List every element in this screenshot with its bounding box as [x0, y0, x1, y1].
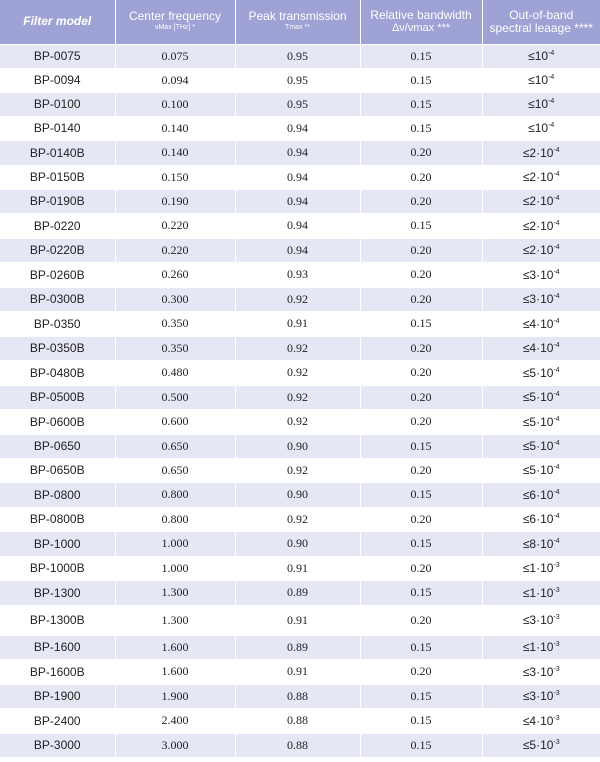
relative-bandwidth-cell: 0.15 [360, 116, 482, 140]
filter-model-cell: BP-0150B [0, 165, 115, 189]
center-frequency-cell: 3.000 [115, 733, 235, 757]
spectral-leakage-cell [482, 684, 600, 708]
peak-transmission-cell: 0.92 [235, 409, 360, 434]
leakage-value: ≤5·10 [522, 390, 554, 404]
filter-model-cell: BP-1000 [0, 531, 115, 556]
filter-model-cell: BP-1300 [0, 580, 115, 605]
header-peak-transmission [235, 0, 360, 44]
filter-model-cell: BP-0260B [0, 262, 115, 287]
leakage-exponent: -4 [553, 488, 560, 496]
header-relative-bandwidth [360, 0, 482, 44]
filter-model-cell: BP-0650B [0, 458, 115, 482]
leakage-exponent: -3 [553, 690, 560, 697]
spectral-leakage-cell [482, 507, 600, 531]
spectral-leakage-cell [482, 92, 600, 116]
relative-bandwidth-cell: 0.20 [360, 189, 482, 213]
peak-transmission-cell: 0.92 [235, 507, 360, 531]
table-row [0, 684, 600, 708]
center-frequency-cell: 1.300 [115, 605, 235, 635]
center-frequency-cell: 0.350 [115, 336, 235, 360]
leakage-value: ≤1·10 [522, 561, 554, 575]
header-leakage-line1: Out-of-band [509, 7, 574, 22]
table-row [0, 116, 600, 140]
relative-bandwidth-cell: 0.15 [360, 311, 482, 336]
leakage-exponent: -3 [553, 562, 560, 569]
leakage-exponent: -4 [548, 74, 555, 81]
spectral-leakage-cell [482, 213, 600, 238]
spectral-leakage-cell [482, 336, 600, 360]
table-row [0, 92, 600, 116]
filter-model-cell: BP-3000 [0, 733, 115, 757]
table-row [0, 580, 600, 605]
center-frequency-cell: 0.150 [115, 165, 235, 189]
leakage-value: ≤3·10 [522, 292, 554, 306]
table-row [0, 287, 600, 311]
header-relative-bandwidth-symbol: Δν/νmax *** [391, 22, 451, 35]
leakage-value: ≤5·10 [522, 414, 554, 429]
peak-transmission-cell: 0.94 [235, 189, 360, 213]
center-frequency-cell: 0.500 [115, 385, 235, 409]
leakage-value: ≤2·10 [522, 194, 554, 208]
spectral-leakage-cell [482, 458, 600, 482]
filter-model-cell: BP-0300B [0, 287, 115, 311]
relative-bandwidth-cell: 0.15 [360, 684, 482, 708]
leakage-exponent: -4 [553, 219, 560, 227]
peak-transmission-cell: 0.89 [235, 635, 360, 659]
relative-bandwidth-cell: 0.15 [360, 733, 482, 757]
peak-transmission-cell: 0.91 [235, 659, 360, 684]
filter-model-cell: BP-1300B [0, 605, 115, 635]
leakage-value: ≤8·10 [522, 536, 554, 551]
relative-bandwidth-cell: 0.20 [360, 409, 482, 434]
table-row [0, 311, 600, 336]
peak-transmission-cell: 0.92 [235, 336, 360, 360]
leakage-value: ≤5·10 [522, 463, 554, 477]
filter-model-cell: BP-2400 [0, 708, 115, 733]
table-row [0, 336, 600, 360]
center-frequency-cell: 0.800 [115, 507, 235, 531]
center-frequency-cell: 0.094 [115, 68, 235, 92]
header-peak-transmission-label: Peak transmission [248, 9, 347, 24]
peak-transmission-cell: 0.92 [235, 458, 360, 482]
center-frequency-cell: 0.800 [115, 482, 235, 507]
leakage-value: ≤10 [528, 121, 549, 135]
spectral-leakage-cell [482, 556, 600, 580]
leakage-exponent: -4 [553, 537, 560, 545]
spectral-leakage-cell [482, 659, 600, 684]
spectral-leakage-cell [482, 311, 600, 336]
center-frequency-cell: 0.100 [115, 92, 235, 116]
peak-transmission-cell: 0.95 [235, 92, 360, 116]
peak-transmission-cell: 0.93 [235, 262, 360, 287]
leakage-exponent: -4 [553, 342, 560, 349]
leakage-exponent: -4 [548, 122, 555, 129]
spectral-leakage-cell [482, 708, 600, 733]
filter-model-cell: BP-0600B [0, 409, 115, 434]
relative-bandwidth-cell: 0.20 [360, 659, 482, 684]
leakage-exponent: -4 [548, 98, 555, 105]
relative-bandwidth-cell: 0.15 [360, 580, 482, 605]
center-frequency-cell: 0.140 [115, 116, 235, 140]
spectral-leakage-cell [482, 434, 600, 458]
spectral-leakage-cell [482, 360, 600, 385]
table-row [0, 458, 600, 482]
leakage-value: ≤4·10 [522, 713, 554, 728]
table-row [0, 44, 600, 68]
leakage-exponent: -4 [553, 146, 560, 154]
filter-model-cell: BP-0350B [0, 336, 115, 360]
filter-model-cell: BP-0500B [0, 385, 115, 409]
center-frequency-cell: 0.220 [115, 213, 235, 238]
spectral-leakage-cell [482, 262, 600, 287]
header-center-frequency-label: Center frequency [128, 9, 222, 24]
peak-transmission-cell: 0.95 [235, 68, 360, 92]
leakage-exponent: -4 [553, 415, 560, 423]
center-frequency-cell: 2.400 [115, 708, 235, 733]
leakage-exponent: -3 [553, 614, 560, 621]
center-frequency-cell: 0.350 [115, 311, 235, 336]
leakage-value: ≤6·10 [522, 487, 554, 502]
filter-model-cell: BP-1900 [0, 684, 115, 708]
table-row [0, 556, 600, 580]
leakage-value: ≤2·10 [522, 218, 554, 233]
leakage-exponent: -4 [553, 391, 560, 398]
table-row [0, 360, 600, 385]
relative-bandwidth-cell: 0.20 [360, 140, 482, 165]
header-center-frequency [115, 0, 235, 44]
spectral-leakage-cell [482, 482, 600, 507]
leakage-exponent: -3 [553, 665, 560, 673]
leakage-exponent: -4 [553, 317, 560, 325]
table-row [0, 409, 600, 434]
leakage-value: ≤10 [528, 49, 549, 63]
peak-transmission-cell: 0.94 [235, 238, 360, 262]
table-row [0, 605, 600, 635]
table-row [0, 708, 600, 733]
filter-model-cell: BP-0220 [0, 213, 115, 238]
spectral-leakage-cell [482, 140, 600, 165]
leakage-exponent: -4 [553, 171, 560, 178]
relative-bandwidth-cell: 0.20 [360, 556, 482, 580]
filter-model-cell: BP-0100 [0, 92, 115, 116]
relative-bandwidth-cell: 0.15 [360, 68, 482, 92]
leakage-exponent: -3 [553, 641, 560, 648]
leakage-value: ≤2·10 [522, 170, 554, 184]
header-center-frequency-unit: νMax [THz] * [154, 24, 196, 32]
leakage-exponent: -4 [553, 268, 560, 276]
peak-transmission-cell: 0.94 [235, 140, 360, 165]
spectral-leakage-cell [482, 165, 600, 189]
filter-model-cell: BP-1600 [0, 635, 115, 659]
spectral-leakage-cell [482, 68, 600, 92]
table-row [0, 213, 600, 238]
peak-transmission-cell: 0.92 [235, 287, 360, 311]
center-frequency-cell: 0.600 [115, 409, 235, 434]
center-frequency-cell: 0.300 [115, 287, 235, 311]
filter-model-cell: BP-1600B [0, 659, 115, 684]
center-frequency-cell: 0.650 [115, 434, 235, 458]
table-row [0, 434, 600, 458]
filter-model-cell: BP-0140B [0, 140, 115, 165]
peak-transmission-cell: 0.94 [235, 165, 360, 189]
center-frequency-cell: 0.260 [115, 262, 235, 287]
filter-model-cell: BP-0350 [0, 311, 115, 336]
spectral-leakage-cell [482, 385, 600, 409]
relative-bandwidth-cell: 0.20 [360, 360, 482, 385]
peak-transmission-cell: 0.90 [235, 531, 360, 556]
peak-transmission-cell: 0.94 [235, 213, 360, 238]
leakage-value: ≤4·10 [522, 341, 554, 355]
header-filter-model: Filter model [0, 0, 115, 44]
leakage-value: ≤3·10 [522, 613, 554, 627]
relative-bandwidth-cell: 0.15 [360, 213, 482, 238]
table-row [0, 238, 600, 262]
leakage-value: ≤2·10 [522, 145, 554, 160]
filter-model-cell: BP-0650 [0, 434, 115, 458]
table-row [0, 262, 600, 287]
center-frequency-cell: 1.900 [115, 684, 235, 708]
filter-model-cell: BP-0190B [0, 189, 115, 213]
center-frequency-cell: 1.000 [115, 531, 235, 556]
filter-model-cell: BP-0800B [0, 507, 115, 531]
peak-transmission-cell: 0.91 [235, 605, 360, 635]
filter-model-cell: BP-0800 [0, 482, 115, 507]
center-frequency-cell: 0.190 [115, 189, 235, 213]
spectral-leakage-cell [482, 409, 600, 434]
relative-bandwidth-cell: 0.15 [360, 482, 482, 507]
table-row [0, 531, 600, 556]
leakage-value: ≤6·10 [522, 512, 554, 526]
spectral-leakage-cell [482, 635, 600, 659]
leakage-exponent: -4 [553, 513, 560, 520]
relative-bandwidth-cell: 0.15 [360, 635, 482, 659]
table-row [0, 165, 600, 189]
leakage-value: ≤2·10 [522, 243, 554, 257]
table-row [0, 635, 600, 659]
leakage-value: ≤4·10 [522, 316, 554, 331]
table-row [0, 140, 600, 165]
relative-bandwidth-cell: 0.20 [360, 238, 482, 262]
leakage-exponent: -3 [553, 714, 560, 722]
header-row [0, 0, 600, 44]
relative-bandwidth-cell: 0.20 [360, 336, 482, 360]
leakage-exponent: -3 [553, 739, 560, 746]
center-frequency-cell: 0.650 [115, 458, 235, 482]
center-frequency-cell: 0.220 [115, 238, 235, 262]
table-row [0, 385, 600, 409]
relative-bandwidth-cell: 0.20 [360, 605, 482, 635]
table-row [0, 68, 600, 92]
peak-transmission-cell: 0.88 [235, 733, 360, 757]
leakage-value: ≤10 [528, 97, 549, 111]
leakage-exponent: -4 [553, 293, 560, 300]
peak-transmission-cell: 0.94 [235, 116, 360, 140]
leakage-exponent: -4 [553, 366, 560, 374]
peak-transmission-cell: 0.91 [235, 556, 360, 580]
spectral-leakage-cell [482, 116, 600, 140]
center-frequency-cell: 1.300 [115, 580, 235, 605]
peak-transmission-cell: 0.90 [235, 434, 360, 458]
leakage-value: ≤3·10 [522, 689, 554, 703]
spectral-leakage-cell [482, 44, 600, 68]
spectral-leakage-cell [482, 238, 600, 262]
filter-model-cell: BP-0140 [0, 116, 115, 140]
relative-bandwidth-cell: 0.15 [360, 92, 482, 116]
peak-transmission-cell: 0.95 [235, 44, 360, 68]
peak-transmission-cell: 0.92 [235, 385, 360, 409]
table-row [0, 189, 600, 213]
peak-transmission-cell: 0.90 [235, 482, 360, 507]
header-out-of-band-leakage [482, 0, 600, 44]
header-leakage-line2: spectral leaage **** [489, 20, 593, 35]
filter-model-cell: BP-0094 [0, 68, 115, 92]
center-frequency-cell: 0.075 [115, 44, 235, 68]
center-frequency-cell: 1.600 [115, 659, 235, 684]
center-frequency-cell: 1.000 [115, 556, 235, 580]
leakage-value: ≤5·10 [522, 738, 554, 752]
leakage-value: ≤5·10 [522, 365, 554, 380]
header-peak-transmission-symbol: Tmax ** [285, 24, 310, 32]
spectral-leakage-cell [482, 531, 600, 556]
leakage-exponent: -4 [548, 50, 555, 57]
filter-model-cell: BP-0480B [0, 360, 115, 385]
peak-transmission-cell: 0.88 [235, 684, 360, 708]
peak-transmission-cell: 0.92 [235, 360, 360, 385]
table-body [0, 44, 600, 757]
filter-model-cell: BP-0075 [0, 44, 115, 68]
relative-bandwidth-cell: 0.20 [360, 458, 482, 482]
leakage-value: ≤3·10 [522, 664, 554, 679]
center-frequency-cell: 0.480 [115, 360, 235, 385]
table-row [0, 507, 600, 531]
leakage-value: ≤1·10 [522, 640, 554, 654]
leakage-value: ≤10 [528, 73, 549, 87]
relative-bandwidth-cell: 0.20 [360, 165, 482, 189]
table-row [0, 659, 600, 684]
peak-transmission-cell: 0.88 [235, 708, 360, 733]
peak-transmission-cell: 0.89 [235, 580, 360, 605]
leakage-exponent: -4 [553, 440, 560, 447]
peak-transmission-cell: 0.91 [235, 311, 360, 336]
spectral-leakage-cell [482, 733, 600, 757]
relative-bandwidth-cell: 0.20 [360, 287, 482, 311]
leakage-exponent: -4 [553, 464, 560, 471]
relative-bandwidth-cell: 0.15 [360, 708, 482, 733]
table-header [0, 0, 600, 44]
leakage-value: ≤3·10 [522, 267, 554, 282]
header-relative-bandwidth-label: Relative bandwidth [370, 8, 472, 23]
relative-bandwidth-cell: 0.20 [360, 385, 482, 409]
leakage-exponent: -4 [553, 244, 560, 251]
table-row [0, 482, 600, 507]
spectral-leakage-cell [482, 287, 600, 311]
leakage-exponent: -3 [553, 586, 560, 594]
relative-bandwidth-cell: 0.20 [360, 262, 482, 287]
relative-bandwidth-cell: 0.15 [360, 44, 482, 68]
filter-model-cell: BP-1000B [0, 556, 115, 580]
relative-bandwidth-cell: 0.15 [360, 531, 482, 556]
leakage-exponent: -4 [553, 195, 560, 202]
relative-bandwidth-cell: 0.20 [360, 507, 482, 531]
relative-bandwidth-cell: 0.15 [360, 434, 482, 458]
table-row [0, 733, 600, 757]
leakage-value: ≤1·10 [522, 585, 554, 600]
spectral-leakage-cell [482, 189, 600, 213]
filter-model-cell: BP-0220B [0, 238, 115, 262]
center-frequency-cell: 1.600 [115, 635, 235, 659]
spectral-leakage-cell [482, 605, 600, 635]
leakage-value: ≤5·10 [522, 439, 554, 453]
center-frequency-cell: 0.140 [115, 140, 235, 165]
spectral-leakage-cell [482, 580, 600, 605]
